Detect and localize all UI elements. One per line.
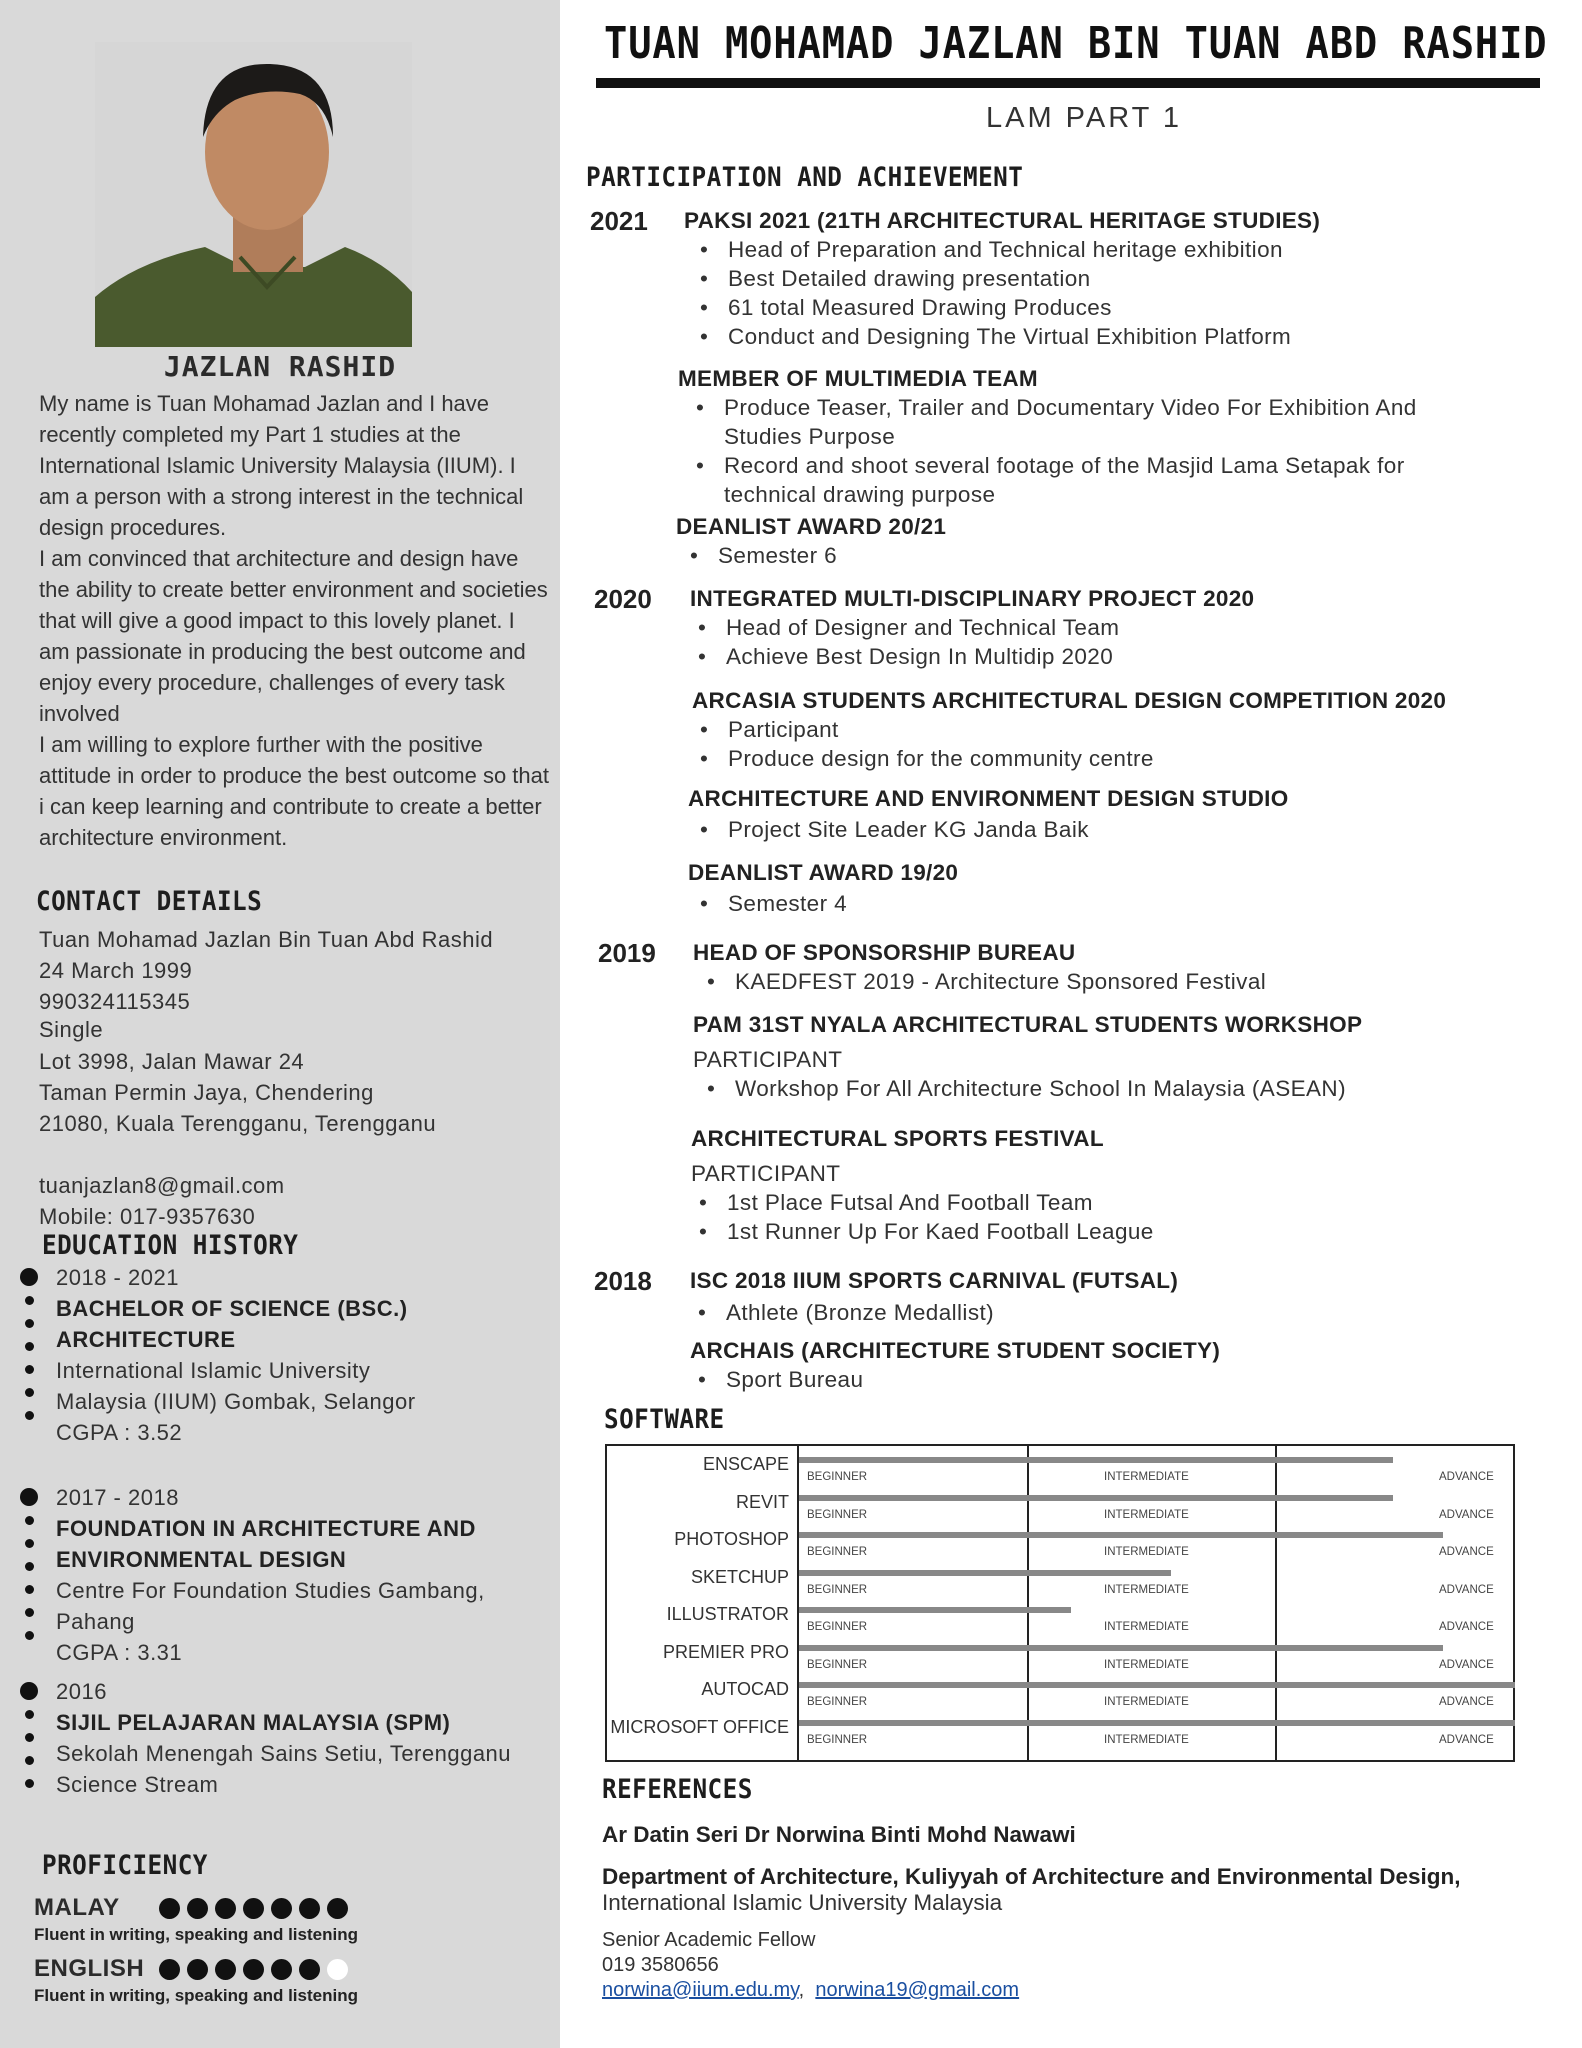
achievement-item: • Head of Preparation and Technical heritage exhibition: [692, 235, 1564, 264]
software-labels: [607, 1446, 797, 1760]
education-detail: CGPA : 3.52: [56, 1420, 183, 1445]
education-detail: International Islamic University: [56, 1358, 371, 1383]
skill-level-bar: [799, 1495, 1393, 1501]
rating-dot-filled: [187, 1959, 208, 1980]
achievement-role: PARTICIPANT: [691, 1161, 841, 1186]
education-title: SIJIL PELAJARAN MALAYSIA (SPM): [56, 1710, 451, 1735]
software-label: PREMIER PRO: [662, 1641, 789, 1662]
reference-name: Ar Datin Seri Dr Norwina Binti Mohd Nawawi: [602, 1822, 1076, 1847]
reference-position: Senior Academic Fellow: [602, 1929, 816, 1951]
achievement-item: • Best Detailed drawing presentation: [692, 264, 1564, 293]
contact-address-2: Taman Permin Jaya, Chendering: [39, 1080, 374, 1105]
page-title: TUAN MOHAMAD JAZLAN BIN TUAN ABD RASHID: [604, 18, 1548, 69]
achievement-role: PARTICIPANT: [693, 1047, 843, 1072]
reference-block: [602, 1822, 1562, 2003]
scale-label: INTERMEDIATE: [1104, 1471, 1189, 1483]
skill-level-bar: [799, 1720, 1515, 1726]
contact-full-name: Tuan Mohamad Jazlan Bin Tuan Abd Rashid: [39, 927, 494, 952]
education-detail: Malaysia (IIUM) Gombak, Selangor: [56, 1389, 416, 1414]
software-heading: SOFTWARE: [604, 1404, 725, 1435]
title-divider: [596, 78, 1540, 88]
achievement-list: [690, 613, 1550, 671]
education-title: BACHELOR OF SCIENCE (BSC.): [56, 1296, 408, 1321]
achievement-item: • Project Site Leader KG Janda Baik: [692, 815, 1548, 844]
year-label: 2021: [590, 206, 648, 236]
achievement-block: [690, 584, 1550, 671]
achievement-title: ISC 2018 IIUM SPORTS CARNIVAL (FUTSAL): [690, 1268, 1179, 1293]
software-label: PHOTOSHOP: [674, 1529, 789, 1549]
year-label: 2018: [594, 1266, 652, 1296]
achievement-list: [690, 1298, 1550, 1327]
education-list: [20, 1262, 550, 1808]
page-subtitle: LAM PART 1: [986, 102, 1183, 134]
education-title: ENVIRONMENTAL DESIGN: [56, 1547, 347, 1572]
achievement-title: ARCHAIS (ARCHITECTURE STUDENT SOCIETY): [690, 1338, 1221, 1363]
sidebar: [0, 0, 560, 2048]
contact-mobile: Mobile: 017-9357630: [39, 1204, 256, 1229]
achievement-block: [684, 206, 1564, 351]
achievement-item: • 1st Runner Up For Kaed Football League: [691, 1217, 1551, 1246]
contact-status: Single: [39, 1017, 104, 1042]
reference-email-link[interactable]: norwina@iium.edu.my: [602, 1979, 799, 2001]
year-label: 2019: [598, 938, 656, 968]
scale-label: INTERMEDIATE: [1104, 1546, 1189, 1558]
timeline-dots: [20, 1682, 40, 1802]
education-heading: EDUCATION HISTORY: [42, 1230, 299, 1261]
profile-photo: [95, 42, 412, 347]
rating-dot-filled: [215, 1959, 236, 1980]
skill-level-bar: [799, 1607, 1071, 1613]
education-years: 2017 - 2018: [56, 1485, 179, 1510]
rating-dot-filled: [271, 1898, 292, 1919]
software-label: AUTOCAD: [701, 1679, 789, 1699]
achievement-block: [693, 938, 1553, 996]
skill-level-bar: [799, 1682, 1515, 1688]
scale-label: ADVANCE: [1439, 1658, 1494, 1671]
about-paragraph: I am convinced that architecture and design have the ability to create better environment and societies that will give a good impact to this lovely planet. I am passionate in producing the best outcome and enjoy every procedure, challenges of every task involved: [39, 546, 548, 726]
achievement-item: • Produce design for the community centre: [692, 744, 1572, 773]
main-content: [560, 0, 1582, 2048]
scale-label: BEGINNER: [807, 1508, 868, 1521]
software-label: ENSCAPE: [702, 1454, 789, 1474]
email-separator: ,: [798, 1979, 805, 2001]
timeline-dots: [20, 1488, 40, 1654]
rating-dot-filled: [159, 1959, 180, 1980]
education-detail: Sekolah Menengah Sains Setiu, Terengganu: [56, 1741, 512, 1766]
timeline-dots: [20, 1268, 40, 1434]
scale-label: BEGINNER: [807, 1621, 868, 1633]
rating-dot-filled: [299, 1898, 320, 1919]
achievement-list: [682, 541, 1476, 570]
chart-gridline: [1275, 1446, 1277, 1760]
rating-dot-filled: [243, 1898, 264, 1919]
education-detail: Science Stream: [56, 1772, 219, 1797]
achievement-heading: PARTICIPATION AND ACHIEVEMENT: [586, 162, 1024, 193]
contact-address-1: Lot 3998, Jalan Mawar 24: [39, 1049, 305, 1074]
achievement-list: [692, 235, 1564, 351]
rating-dot-filled: [159, 1898, 180, 1919]
achievement-list: [692, 715, 1572, 773]
scale-label: ADVANCE: [1439, 1733, 1494, 1746]
achievement-block: [693, 1010, 1573, 1103]
education-detail: Centre For Foundation Studies Gambang,: [56, 1578, 485, 1603]
rating-dot-filled: [187, 1898, 208, 1919]
profile-name: JAZLAN RASHID: [163, 350, 397, 383]
scale-label: ADVANCE: [1439, 1508, 1494, 1521]
rating-dot-empty: [327, 1959, 348, 1980]
education-title: ARCHITECTURE: [56, 1327, 236, 1352]
achievement-title: ARCHITECTURE AND ENVIRONMENT DESIGN STUDIO: [688, 786, 1289, 811]
about-paragraph: My name is Tuan Mohamad Jazlan and I have recently completed my Part 1 studies at the International Islamic University Malaysia (IIUM). I am a person with a strong interest in the technical design procedures.: [39, 391, 524, 540]
scale-label: ADVANCE: [1439, 1546, 1494, 1558]
achievement-title: MEMBER OF MULTIMEDIA TEAM: [678, 366, 1038, 391]
scale-label: BEGINNER: [807, 1696, 868, 1708]
education-detail: CGPA : 3.31: [56, 1640, 183, 1665]
achievement-item: • Produce Teaser, Trailer and Documentary Video For Exhibition And Studies Purpose: [688, 393, 1478, 451]
achievement-item: • Semester 4: [692, 889, 1548, 918]
achievement-item: • Athlete (Bronze Medallist): [690, 1298, 1550, 1327]
chart-gridline: [797, 1446, 799, 1760]
education-item: [20, 1262, 550, 1448]
achievement-item: • Workshop For All Architecture School In Malaysia (ASEAN): [699, 1074, 1573, 1103]
language-name: MALAY: [34, 1894, 120, 1921]
skill-level-bar: [799, 1645, 1443, 1651]
achievement-block: [691, 1124, 1551, 1246]
achievement-list: [699, 1074, 1573, 1103]
achievement-block: [688, 858, 1548, 918]
contact-details: [39, 924, 493, 1232]
rating-dot-filled: [299, 1959, 320, 1980]
about-me: [39, 388, 549, 853]
rating-dot-filled: [327, 1898, 348, 1919]
scale-label: BEGINNER: [807, 1583, 868, 1596]
language-row: [34, 1894, 554, 1945]
scale-label: BEGINNER: [807, 1658, 868, 1671]
scale-label: BEGINNER: [807, 1733, 868, 1746]
achievement-item: • Participant: [692, 715, 1572, 744]
reference-email-link[interactable]: norwina19@gmail.com: [815, 1979, 1020, 2001]
about-paragraph: I am willing to explore further with the positive attitude in order to produce the best outcome so that i can keep learning and contribute to create a better architecture environment.: [39, 732, 549, 850]
language-row: [34, 1955, 554, 2006]
contact-dob: 24 March 1999: [39, 958, 193, 983]
achievement-title: PAM 31ST NYALA ARCHITECTURAL STUDENTS WORKSHOP: [693, 1012, 1363, 1037]
year-label: 2020: [594, 584, 652, 614]
achievement-item: • Conduct and Designing The Virtual Exhibition Platform: [692, 322, 1564, 351]
rating-dot-filled: [243, 1959, 264, 1980]
achievement-block: [690, 1336, 1550, 1394]
achievement-title: DEANLIST AWARD 20/21: [676, 514, 947, 539]
education-item: [20, 1482, 550, 1668]
achievement-item: • Semester 6: [682, 541, 1476, 570]
education-item: [20, 1676, 550, 1800]
language-description: Fluent in writing, speaking and listening: [34, 1925, 358, 1944]
language-description: Fluent in writing, speaking and listening: [34, 1986, 358, 2005]
achievement-block: [692, 686, 1572, 773]
skill-level-bar: [799, 1457, 1393, 1463]
scale-label: ADVANCE: [1439, 1471, 1494, 1483]
contact-ic: 990324115345: [39, 989, 191, 1014]
scale-label: ADVANCE: [1439, 1583, 1494, 1596]
skill-level-bar: [799, 1570, 1171, 1576]
achievement-title: ARCHITECTURAL SPORTS FESTIVAL: [691, 1126, 1104, 1151]
education-years: 2018 - 2021: [56, 1265, 179, 1290]
reference-phone: 019 3580656: [602, 1954, 719, 1976]
rating-dot-filled: [215, 1898, 236, 1919]
software-label: REVIT: [735, 1491, 789, 1512]
achievement-title: PAKSI 2021 (21TH ARCHITECTURAL HERITAGE STUDIES): [684, 208, 1321, 233]
achievement-title: INTEGRATED MULTI-DISCIPLINARY PROJECT 2020: [690, 586, 1255, 611]
proficiency-list: [34, 1894, 554, 2016]
education-years: 2016: [56, 1679, 107, 1704]
achievement-block: [678, 364, 1478, 509]
software-label: ILLUSTRATOR: [666, 1604, 789, 1624]
scale-label: INTERMEDIATE: [1104, 1696, 1189, 1708]
software-label: SKETCHUP: [690, 1566, 789, 1587]
achievement-list: [692, 889, 1548, 918]
scale-label: ADVANCE: [1439, 1621, 1494, 1633]
achievement-block: [676, 512, 1476, 570]
achievement-item: • Record and shoot several footage of the Masjid Lama Setapak for technical drawing purpose: [688, 451, 1478, 509]
skill-level-bar: [799, 1532, 1443, 1538]
rating-dot-filled: [271, 1959, 292, 1980]
rating-dots: [159, 1898, 348, 1919]
achievement-block: [688, 784, 1548, 844]
achievement-item: • 1st Place Futsal And Football Team: [691, 1188, 1551, 1217]
chart-gridline: [1027, 1446, 1029, 1760]
achievement-item: • Sport Bureau: [690, 1365, 1550, 1394]
achievement-item: • Head of Designer and Technical Team: [690, 613, 1550, 642]
achievement-item: • KAEDFEST 2019 - Architecture Sponsored Festival: [699, 967, 1553, 996]
reference-department: Department of Architecture, Kuliyyah of Architecture and Environmental Design,: [602, 1864, 1461, 1889]
scale-label: INTERMEDIATE: [1104, 1658, 1189, 1671]
contact-address-3: 21080, Kuala Terengganu, Terengganu: [39, 1111, 437, 1136]
proficiency-heading: PROFICIENCY: [42, 1850, 208, 1881]
scale-label: INTERMEDIATE: [1104, 1733, 1189, 1746]
education-detail: Pahang: [56, 1609, 135, 1634]
scale-label: INTERMEDIATE: [1104, 1621, 1189, 1633]
education-title: FOUNDATION IN ARCHITECTURE AND: [56, 1516, 476, 1541]
scale-label: INTERMEDIATE: [1104, 1583, 1189, 1596]
software-skill-chart: [605, 1444, 1515, 1762]
language-name: ENGLISH: [34, 1955, 145, 1982]
achievement-block: [690, 1266, 1550, 1327]
achievement-item: • Achieve Best Design In Multidip 2020: [690, 642, 1550, 671]
scale-label: INTERMEDIATE: [1104, 1508, 1189, 1521]
reference-university: International Islamic University Malaysia: [602, 1890, 1003, 1915]
achievement-item: • 61 total Measured Drawing Produces: [692, 293, 1564, 322]
achievement-list: [699, 967, 1553, 996]
achievement-list: [688, 393, 1478, 509]
achievement-title: ARCASIA STUDENTS ARCHITECTURAL DESIGN COMPETITION 2020: [692, 688, 1447, 713]
achievement-list: [691, 1188, 1551, 1246]
achievement-list: [690, 1365, 1550, 1394]
scale-label: BEGINNER: [807, 1471, 868, 1483]
contact-heading: CONTACT DETAILS: [36, 886, 263, 917]
contact-email[interactable]: tuanjazlan8@gmail.com: [39, 1173, 285, 1198]
references-heading: REFERENCES: [602, 1774, 753, 1805]
scale-label: ADVANCE: [1439, 1696, 1494, 1708]
achievement-list: [692, 815, 1548, 844]
scale-label: BEGINNER: [807, 1546, 868, 1558]
achievement-title: HEAD OF SPONSORSHIP BUREAU: [693, 940, 1076, 965]
achievement-title: DEANLIST AWARD 19/20: [688, 860, 959, 885]
rating-dots: [159, 1959, 348, 1980]
software-label: MICROSOFT OFFICE: [610, 1716, 789, 1737]
